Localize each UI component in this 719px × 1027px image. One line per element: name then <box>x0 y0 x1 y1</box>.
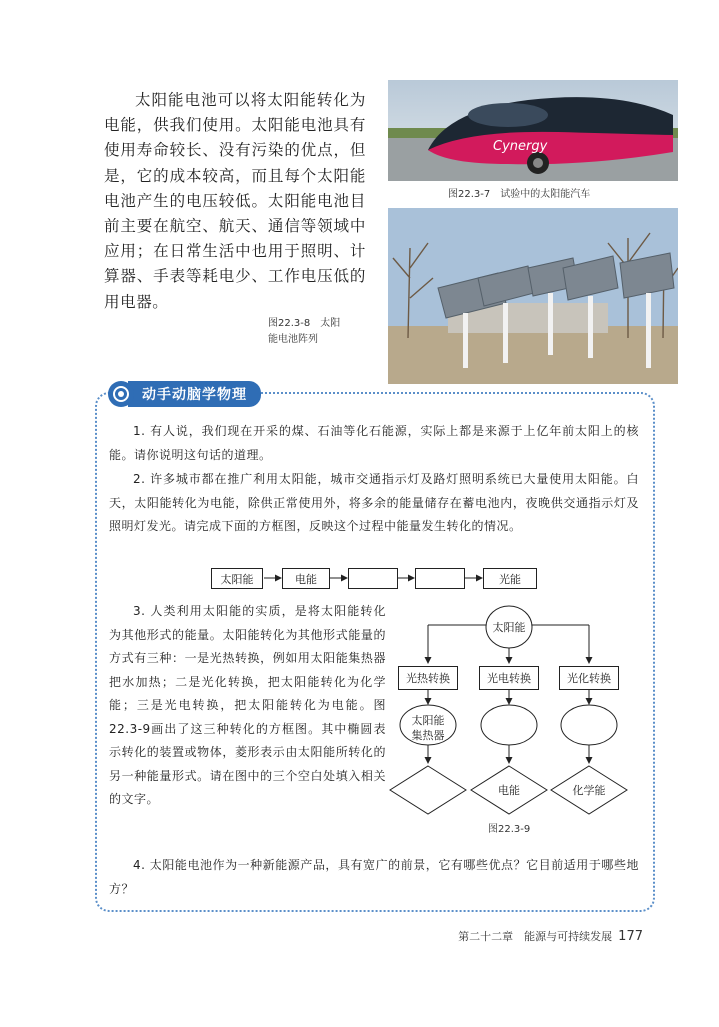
question-1: 1. 有人说，我们现在开采的煤、石油等化石能源，实际上都是来源于上亿年前太阳上的核能。请你说明这句话的道理。 <box>109 424 639 462</box>
car-logo-text: Cynergy <box>493 139 548 154</box>
target-icon <box>108 381 134 407</box>
array-caption-line2: 能电池阵列 <box>268 334 318 345</box>
question-4: 4. 太阳能电池作为一种新能源产品，具有宽广的前景，它有哪些优点？它目前适用于哪些地方？ <box>109 858 639 896</box>
intro-paragraph: 太阳能电池可以将太阳能转化为电能，供我们使用。太阳能电池具有使用寿命较长、没有污染的优点，但是，它的成本较高，而且每个太阳能电池产生的电压较低。太阳能电池目前主要在航空、航天、通信等领域中应用；在日常生活中也用于照明、计算器、手表等耗电少、工作电压低的用电器。 <box>104 91 366 311</box>
array-caption-line1: 图22.3-8 太阳 <box>268 318 341 329</box>
page-number: 177 <box>618 929 643 944</box>
car-caption: 图22.3-7 试验中的太阳能汽车 <box>448 189 591 200</box>
branch-thermal: 光热转换 <box>398 666 458 690</box>
flow-box-light: 光能 <box>483 568 537 589</box>
branch-chemical: 光化转换 <box>559 666 619 690</box>
flow-box-electric: 电能 <box>282 568 330 589</box>
tree-caption: 图22.3-9 <box>488 824 531 835</box>
question-2: 2. 许多城市都在推广利用太阳能，城市交通指示灯及路灯照明系统已大量使用太阳能。白天，太阳能转化为电能，除供正常使用外，将多余的能量储存在蓄电池内，夜晚供交通指示灯及照明灯发光。请完成下面的方框图，反映这个过程中能量发生转化的情况。 <box>109 472 639 533</box>
question-3: 3. 人类利用太阳能的实质，是将太阳能转化为其他形式的能量。太阳能转化为其他形式能量的方式有三种：一是光热转换，例如用太阳能集热器把水加热；二是光化转换，把太阳能转化为化学能；三是光电转换，把太阳能转化为电能。图22.3-9画出了这三种转化的方框图。其中椭圆表示转化的装置或物体，菱形表示由太阳能所转化的另一种能量形式。请在图中的三个空白处填入相关的文字。 <box>109 604 386 806</box>
device-label-1a: 太阳能 <box>411 714 445 727</box>
device-label-1b: 集热器 <box>411 729 445 742</box>
energy-label-2: 电能 <box>498 784 520 797</box>
section-title: 动手动脑学物理 <box>128 381 261 407</box>
energy-label-3: 化学能 <box>572 784 606 797</box>
device-ellipse-3-blank[interactable] <box>561 705 617 745</box>
page-footer <box>458 928 643 944</box>
tree-root-label: 太阳能 <box>492 621 526 634</box>
chapter-title: 第二十二章 能源与可持续发展 <box>458 930 613 943</box>
energy-diamond-1-blank[interactable] <box>390 766 466 814</box>
branch-electric: 光电转换 <box>479 666 539 690</box>
flow-box-solar: 太阳能 <box>211 568 263 589</box>
device-ellipse-2-blank[interactable] <box>481 705 537 745</box>
